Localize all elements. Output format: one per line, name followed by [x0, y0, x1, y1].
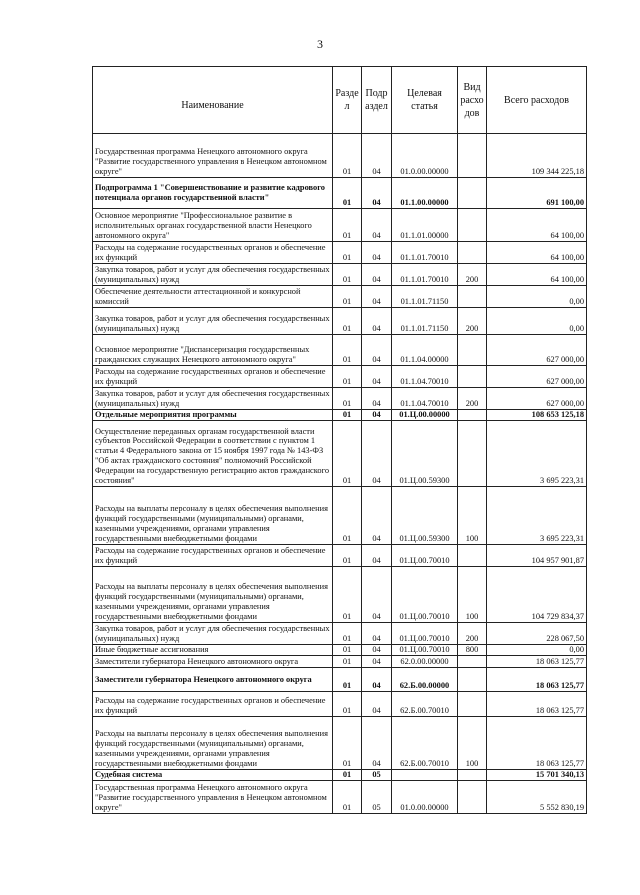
row-name: Отдельные мероприятия программы	[93, 410, 333, 421]
row-section: 01	[333, 242, 362, 264]
row-target-item: 01.1.04.70010	[392, 366, 458, 388]
row-name: Закупка товаров, работ и услуг для обеспечения государственных (муниципальных) нужд	[93, 308, 333, 335]
row-expense-type	[458, 781, 487, 814]
row-total: 691 100,00	[487, 178, 587, 209]
row-target-item	[392, 770, 458, 781]
row-name: Обеспечение деятельности аттестационной и конкурсной комиссий	[93, 286, 333, 308]
row-target-item: 01.Ц.00.70010	[392, 545, 458, 567]
table-row	[93, 286, 587, 308]
row-name: Расходы на выплаты персоналу в целях обеспечения выполнения функций государственными (муниципальными) органами, казенными учреждениями, органами управления государственными внебюджетными фондами	[93, 717, 333, 770]
row-name: Судебная система	[93, 770, 333, 781]
row-section: 01	[333, 770, 362, 781]
row-subsection: 04	[362, 487, 392, 545]
row-target-item: 01.0.00.00000	[392, 134, 458, 178]
row-target-item: 01.1.01.71150	[392, 308, 458, 335]
table-row	[93, 487, 587, 545]
row-expense-type	[458, 668, 487, 692]
header-total: Всего расходов	[487, 67, 587, 134]
row-expense-type	[458, 242, 487, 264]
table-row	[93, 209, 587, 242]
header-target-item: Целевая статья	[392, 67, 458, 134]
row-name: Основное мероприятие "Профессиональное развитие в исполнительных органах государственной власти Ненецкого автономного округа"	[93, 209, 333, 242]
row-total: 18 063 125,77	[487, 656, 587, 668]
row-subsection: 04	[362, 242, 392, 264]
row-expense-type	[458, 545, 487, 567]
row-section: 01	[333, 410, 362, 421]
row-section: 01	[333, 781, 362, 814]
table-row	[93, 645, 587, 656]
table-row	[93, 770, 587, 781]
row-target-item: 62.Б.00.00000	[392, 668, 458, 692]
row-expense-type	[458, 335, 487, 366]
table-row	[93, 692, 587, 717]
header-expense-type: Вид расхо дов	[458, 67, 487, 134]
row-target-item: 01.Ц.00.70010	[392, 623, 458, 645]
row-subsection: 04	[362, 692, 392, 717]
row-expense-type	[458, 410, 487, 421]
table-row	[93, 668, 587, 692]
row-subsection: 04	[362, 567, 392, 623]
table-row	[93, 366, 587, 388]
row-subsection: 04	[362, 623, 392, 645]
row-target-item: 01.0.00.00000	[392, 781, 458, 814]
row-name: Закупка товаров, работ и услуг для обеспечения государственных (муниципальных) нужд	[93, 388, 333, 410]
row-target-item: 01.1.01.00000	[392, 209, 458, 242]
row-expense-type	[458, 421, 487, 487]
row-section: 01	[333, 264, 362, 286]
row-subsection: 04	[362, 264, 392, 286]
row-expense-type: 200	[458, 623, 487, 645]
header-subsection: Подр аздел	[362, 67, 392, 134]
row-target-item: 01.Ц.00.70010	[392, 645, 458, 656]
row-subsection: 04	[362, 366, 392, 388]
table-row	[93, 178, 587, 209]
row-section: 01	[333, 668, 362, 692]
row-total: 108 653 125,18	[487, 410, 587, 421]
table-body	[93, 134, 587, 814]
row-target-item: 62.Б.00.70010	[392, 717, 458, 770]
row-target-item: 62.Б.00.70010	[392, 692, 458, 717]
row-expense-type	[458, 366, 487, 388]
row-total: 3 695 223,31	[487, 421, 587, 487]
row-total: 104 957 901,87	[487, 545, 587, 567]
row-subsection: 04	[362, 717, 392, 770]
table-header-row	[93, 67, 587, 134]
row-total: 64 100,00	[487, 264, 587, 286]
row-total: 3 695 223,31	[487, 487, 587, 545]
row-subsection: 04	[362, 209, 392, 242]
table-row	[93, 335, 587, 366]
row-name: Расходы на содержание государственных органов и обеспечение их функций	[93, 545, 333, 567]
row-total: 0,00	[487, 308, 587, 335]
row-subsection: 04	[362, 388, 392, 410]
row-subsection: 04	[362, 545, 392, 567]
row-target-item: 01.Ц.00.00000	[392, 410, 458, 421]
row-total: 64 100,00	[487, 242, 587, 264]
row-name: Государственная программа Ненецкого автономного округа "Развитие государственного управления в Ненецком автономном округе"	[93, 781, 333, 814]
row-expense-type: 200	[458, 264, 487, 286]
row-total: 627 000,00	[487, 335, 587, 366]
row-section: 01	[333, 692, 362, 717]
row-subsection: 04	[362, 668, 392, 692]
row-name: Закупка товаров, работ и услуг для обеспечения государственных (муниципальных) нужд	[93, 623, 333, 645]
row-section: 01	[333, 286, 362, 308]
row-total: 228 067,50	[487, 623, 587, 645]
table-row	[93, 134, 587, 178]
row-total: 18 063 125,77	[487, 692, 587, 717]
page-number: 3	[317, 37, 323, 51]
row-section: 01	[333, 645, 362, 656]
row-section: 01	[333, 178, 362, 209]
row-expense-type	[458, 178, 487, 209]
budget-table	[92, 66, 587, 814]
row-section: 01	[333, 623, 362, 645]
row-section: 01	[333, 487, 362, 545]
row-target-item: 62.0.00.00000	[392, 656, 458, 668]
row-total: 18 063 125,77	[487, 668, 587, 692]
row-name: Расходы на содержание государственных органов и обеспечение их функций	[93, 692, 333, 717]
row-total: 109 344 225,18	[487, 134, 587, 178]
row-total: 627 000,00	[487, 388, 587, 410]
row-name: Заместители губернатора Ненецкого автономного округа	[93, 656, 333, 668]
table-row	[93, 264, 587, 286]
row-expense-type	[458, 209, 487, 242]
row-subsection: 04	[362, 178, 392, 209]
row-name: Осуществление переданных органам государственной власти субъектов Российской Федерации в соответствии с пунктом 1 статьи 4 Федерального закона от 15 ноября 1997 года № 143-ФЗ "Об актах гражданского состояния" полномочий Российской Федерации на государственную регистрацию актов гражданского состояния"	[93, 421, 333, 487]
table-row	[93, 410, 587, 421]
row-target-item: 01.1.01.70010	[392, 264, 458, 286]
row-subsection: 05	[362, 770, 392, 781]
row-subsection: 05	[362, 781, 392, 814]
row-subsection: 04	[362, 421, 392, 487]
table-row	[93, 388, 587, 410]
row-expense-type: 200	[458, 308, 487, 335]
header-name: Наименование	[93, 67, 333, 134]
row-section: 01	[333, 567, 362, 623]
row-total: 0,00	[487, 286, 587, 308]
row-section: 01	[333, 209, 362, 242]
row-expense-type	[458, 286, 487, 308]
row-name: Подпрограмма 1 "Совершенствование и развитие кадрового потенциала органов государственной власти"	[93, 178, 333, 209]
row-total: 18 063 125,77	[487, 717, 587, 770]
row-total: 5 552 830,19	[487, 781, 587, 814]
row-target-item: 01.1.00.00000	[392, 178, 458, 209]
row-total: 104 729 834,37	[487, 567, 587, 623]
row-target-item: 01.1.04.00000	[392, 335, 458, 366]
row-subsection: 04	[362, 645, 392, 656]
row-section: 01	[333, 545, 362, 567]
row-subsection: 04	[362, 308, 392, 335]
row-subsection: 04	[362, 410, 392, 421]
row-total: 64 100,00	[487, 209, 587, 242]
row-name: Расходы на выплаты персоналу в целях обеспечения выполнения функций государственными (муниципальными) органами, казенными учреждениями, органами управления государственными внебюджетными фондами	[93, 487, 333, 545]
row-section: 01	[333, 388, 362, 410]
row-subsection: 04	[362, 286, 392, 308]
row-name: Основное мероприятие "Диспансеризация государственных гражданских служащих Ненецкого автономного округа"	[93, 335, 333, 366]
table-row	[93, 781, 587, 814]
row-section: 01	[333, 308, 362, 335]
row-expense-type	[458, 770, 487, 781]
row-expense-type	[458, 134, 487, 178]
row-name: Расходы на содержание государственных органов и обеспечение их функций	[93, 366, 333, 388]
table-row	[93, 717, 587, 770]
row-total: 627 000,00	[487, 366, 587, 388]
row-expense-type: 100	[458, 717, 487, 770]
table-row	[93, 421, 587, 487]
row-total: 0,00	[487, 645, 587, 656]
table-row	[93, 545, 587, 567]
table-row	[93, 308, 587, 335]
row-target-item: 01.Ц.00.70010	[392, 567, 458, 623]
row-expense-type: 800	[458, 645, 487, 656]
row-name: Заместители губернатора Ненецкого автономного округа	[93, 668, 333, 692]
row-name: Иные бюджетные ассигнования	[93, 645, 333, 656]
header-section: Разде л	[333, 67, 362, 134]
row-expense-type	[458, 692, 487, 717]
row-target-item: 01.1.04.70010	[392, 388, 458, 410]
row-subsection: 04	[362, 134, 392, 178]
table-row	[93, 656, 587, 668]
row-target-item: 01.Ц.00.59300	[392, 487, 458, 545]
row-section: 01	[333, 335, 362, 366]
row-name: Закупка товаров, работ и услуг для обеспечения государственных (муниципальных) нужд	[93, 264, 333, 286]
table-row	[93, 623, 587, 645]
row-expense-type: 100	[458, 487, 487, 545]
row-name: Расходы на содержание государственных органов и обеспечение их функций	[93, 242, 333, 264]
row-target-item: 01.Ц.00.59300	[392, 421, 458, 487]
row-expense-type: 200	[458, 388, 487, 410]
row-section: 01	[333, 421, 362, 487]
row-name: Государственная программа Ненецкого автономного округа "Развитие государственного управления в Ненецком автономном округе"	[93, 134, 333, 178]
row-total: 15 701 340,13	[487, 770, 587, 781]
row-name: Расходы на выплаты персоналу в целях обеспечения выполнения функций государственными (муниципальными) органами, казенными учреждениями, органами управления государственными внебюджетными фондами	[93, 567, 333, 623]
table-row	[93, 567, 587, 623]
row-expense-type: 100	[458, 567, 487, 623]
row-section: 01	[333, 134, 362, 178]
row-target-item: 01.1.01.71150	[392, 286, 458, 308]
row-expense-type	[458, 656, 487, 668]
row-section: 01	[333, 656, 362, 668]
row-section: 01	[333, 717, 362, 770]
row-target-item: 01.1.01.70010	[392, 242, 458, 264]
row-section: 01	[333, 366, 362, 388]
table-row	[93, 242, 587, 264]
row-subsection: 04	[362, 656, 392, 668]
row-subsection: 04	[362, 335, 392, 366]
